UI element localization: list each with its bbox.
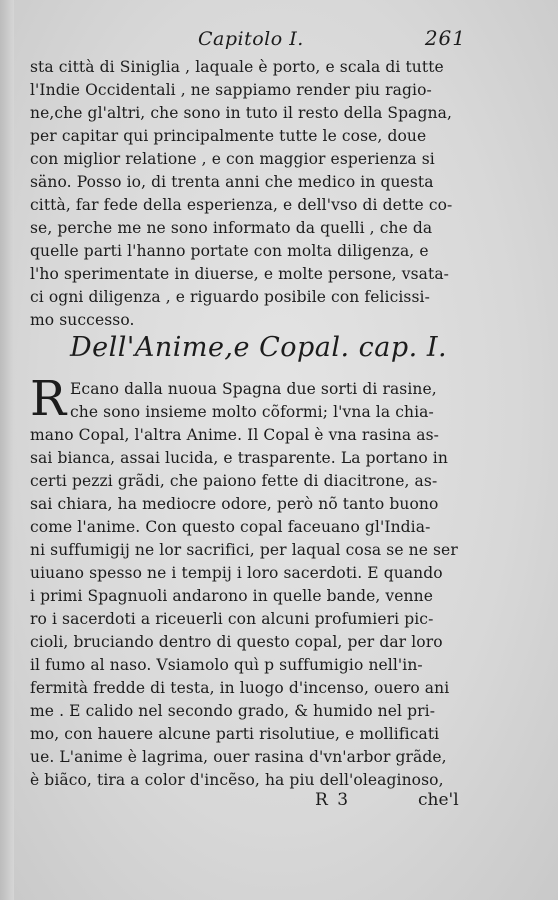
text-line: me . E calido nel secondo grado, & humido nel pri- bbox=[30, 702, 436, 720]
continued-paragraph bbox=[30, 56, 490, 332]
text-line: sta città di Siniglia , laquale è porto, e scala di tutte bbox=[30, 58, 444, 76]
text-line: sai bianca, assai lucida, e trasparente. La portano in bbox=[30, 449, 448, 467]
text-line: che sono insieme molto cõformi; l'vna la chia- bbox=[70, 403, 434, 421]
text-line: i primi Spagnuoli andarono in quelle bande, venne bbox=[30, 587, 433, 605]
text-line: mo successo. bbox=[30, 311, 135, 329]
text-line: l'Indie Occidentali , ne sappiamo render piu ragio- bbox=[30, 81, 432, 99]
chapter-body bbox=[30, 378, 490, 792]
text-line: uiuano spesso ne i tempij i loro sacerdoti. E quando bbox=[30, 564, 443, 582]
text-line: l'ho sperimentate in diuerse, e molte persone, vsata- bbox=[30, 265, 449, 283]
text-line: ue. L'anime è lagrima, ouer rasina d'vn'arbor grãde, bbox=[30, 748, 447, 766]
text-line: come l'anime. Con questo copal faceuano gl'India- bbox=[30, 518, 431, 536]
text-line: Ecano dalla nuoua Spagna due sorti di rasine, bbox=[70, 380, 437, 398]
text-line: quelle parti l'hanno portate con molta diligenza, e bbox=[30, 242, 429, 260]
text-line: mo, con hauere alcune parti risolutiue, e mollificati bbox=[30, 725, 440, 743]
page-gutter-shadow bbox=[0, 0, 14, 900]
text-line: per capitar qui principalmente tutte le cose, doue bbox=[30, 127, 427, 145]
text-line: ro i sacerdoti a riceuerli con alcuni profumieri pic- bbox=[30, 610, 434, 628]
text-line: ne,che gl'altri, che sono in tuto il resto della Spagna, bbox=[30, 104, 452, 122]
text-line: mano Copal, l'altra Anime. Il Copal è vna rasina as- bbox=[30, 426, 440, 444]
text-line: certi pezzi grãdi, che paiono fette di diacitrone, as- bbox=[30, 472, 438, 490]
signature-mark: R 3 bbox=[315, 790, 351, 810]
text-line: con miglior relatione , e con maggior esperienza si bbox=[30, 150, 435, 168]
drop-cap: R bbox=[30, 371, 67, 427]
text-line: è biãco, tira a color d'incẽso, ha piu dell'oleaginoso, bbox=[30, 771, 444, 789]
text-line: città, far fede della esperienza, e dell'vso di dette co- bbox=[30, 196, 453, 214]
running-head: Capitolo I. bbox=[198, 28, 304, 50]
text-line: sai chiara, ha mediocre odore, però nõ tanto buono bbox=[30, 495, 439, 513]
text-line: fermità fredde di testa, in luogo d'incenso, ouero ani bbox=[30, 679, 450, 697]
chapter-heading: Dell'Anime,e Copal. cap. I. bbox=[70, 332, 448, 363]
page-number: 261 bbox=[424, 26, 466, 50]
text-line: se, perche me ne sono informato da quelli , che da bbox=[30, 219, 433, 237]
text-line: ci ogni diligenza , e riguardo posibile con felicissi- bbox=[30, 288, 430, 306]
text-line: ni suffumigij ne lor sacrifici, per laqual cosa se ne ser bbox=[30, 541, 458, 559]
text-line: il fumo al naso. Vsiamolo quì p suffumigio nell'in- bbox=[30, 656, 423, 674]
text-line: cioli, bruciando dentro di questo copal, per dar loro bbox=[30, 633, 443, 651]
text-line: säno. Posso io, di trenta anni che medico in questa bbox=[30, 173, 434, 191]
page-footer bbox=[0, 790, 558, 814]
page-header bbox=[0, 28, 558, 54]
catchword: che'l bbox=[418, 790, 459, 810]
